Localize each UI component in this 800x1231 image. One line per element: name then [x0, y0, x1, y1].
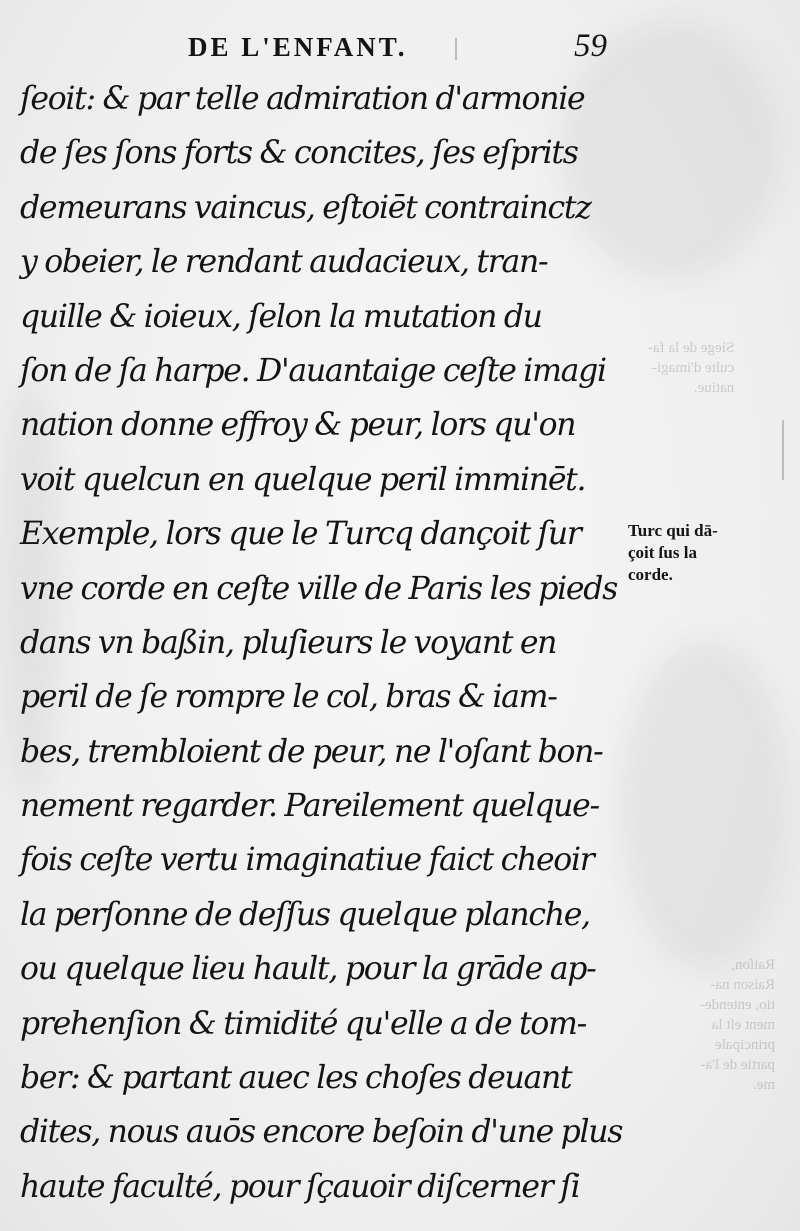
text-line: demeurans vaincus, eſtoiēt contrainctz	[20, 189, 591, 226]
text-line: nement regarder. Pareilement quelque-	[20, 788, 599, 825]
text-line: nation donne effroy & peur, lors qu'on	[20, 407, 576, 444]
running-head-title: DE L'ENFANT.	[188, 32, 408, 62]
text-line: dites, nous auōs encore beſoin d'une plus	[20, 1114, 623, 1151]
text-line: y obeier, le rendant audacieux, tran-	[20, 244, 548, 281]
margin-note	[628, 520, 788, 586]
text-line: ſeoit: & par telle admiration d'armonie	[20, 81, 585, 117]
paper-stain	[620, 640, 790, 970]
text-line: dans vn baßin, pluſieurs le voyant en	[20, 624, 557, 661]
body-text	[20, 72, 632, 1214]
text-line: prehenſion & timidité qu'elle a de tom-	[20, 1005, 586, 1042]
margin-note-line: corde.	[628, 565, 673, 584]
text-line: la perſonne de deſſus quelque planche,	[20, 896, 590, 933]
page-number: 59	[574, 28, 607, 64]
text-line: ber: & partant auec les choſes deuant	[20, 1060, 572, 1097]
running-head	[0, 30, 800, 70]
text-line: Exemple, lors que le Turcq dançoit ſur	[20, 516, 581, 553]
page-edge-shadow	[782, 420, 784, 480]
text-line: ſon de ſa harpe. D'auantaige ceſte imagi	[20, 352, 606, 389]
text-line: haute faculté, pour ſçauoir diſcerner ſi	[20, 1168, 580, 1205]
text-line: bes, trembloient de peur, ne l'oſant bon-	[20, 733, 603, 770]
text-line: quille & ioieux, ſelon la mutation du	[20, 298, 542, 335]
text-line: peril de ſe rompre le col, bras & iam-	[20, 679, 557, 716]
text-line: voit quelcun en quelque peril imminēt.	[20, 461, 586, 498]
bleed-through-text: Siege de la fa- culte d'imagi- natiue.	[648, 340, 735, 396]
text-line: de ſes ſons forts & concites, ſes eſprits	[20, 135, 578, 172]
text-line: ou quelque lieu hault, pour la grāde ap-	[20, 951, 596, 988]
margin-note-line: çoit ſus la	[628, 543, 697, 562]
text-line: fois ceſte vertu imaginatiue faict cheoir	[20, 842, 594, 879]
margin-note-line: Turc qui dā-	[628, 521, 718, 540]
text-line: vne corde en ceſte ville de Paris les pieds	[20, 570, 617, 607]
bleed-through-text: Raiſon, Raison na- tio, entende- ment eſt la principale partie de l'a- me.	[700, 957, 775, 1093]
